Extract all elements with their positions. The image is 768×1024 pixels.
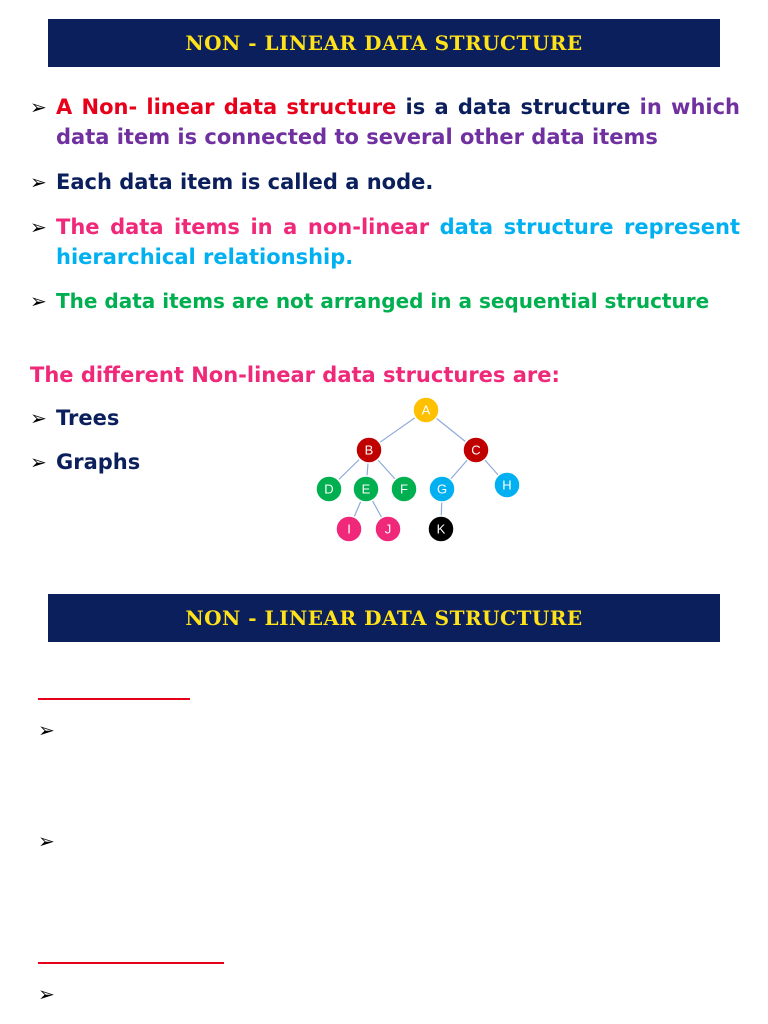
tree-node-label-F: F bbox=[400, 481, 408, 497]
bullet-4-part-1: The data items are not arranged in a sequential structure bbox=[56, 289, 710, 313]
arrow-bullet-icon: ➢ bbox=[38, 718, 55, 742]
heading-underline bbox=[38, 962, 224, 964]
heading-underline bbox=[38, 698, 190, 700]
tree-node-label-E: E bbox=[361, 481, 371, 497]
tree-node-label-C: C bbox=[471, 442, 481, 458]
tree-node-label-K: K bbox=[436, 521, 446, 537]
bullet-1-part-2: is a data structure bbox=[396, 95, 640, 119]
arrow-bullet-icon: ➢ bbox=[38, 982, 55, 1006]
tree-node-label-B: B bbox=[364, 442, 374, 458]
bullet-1-text bbox=[56, 92, 740, 152]
bullet-2 bbox=[30, 167, 740, 197]
type-trees-label: Trees bbox=[56, 406, 120, 430]
bullet-1-part-3: in which data item is connected to several other data items bbox=[56, 95, 740, 149]
tree-diagram bbox=[300, 390, 540, 550]
slide2-title-banner bbox=[48, 594, 720, 642]
bullet-2-part-1: Each data item is called a node. bbox=[56, 170, 434, 194]
subheading: The different Non-linear data structures are: bbox=[30, 363, 560, 387]
arrow-bullet-icon: ➢ bbox=[38, 829, 55, 853]
bullet-4 bbox=[30, 286, 740, 316]
slide1-title: NON - LINEAR DATA STRUCTURE bbox=[185, 31, 583, 55]
type-graphs bbox=[30, 447, 140, 477]
tree-node-label-J: J bbox=[384, 521, 392, 537]
type-trees bbox=[30, 403, 119, 433]
tree-node-label-A: A bbox=[421, 402, 431, 418]
tree-node-label-G: G bbox=[436, 481, 448, 497]
slide1-title-banner bbox=[48, 19, 720, 67]
tree-node-label-I: I bbox=[347, 521, 351, 537]
arrow-bullet-icon: ➢ bbox=[30, 450, 47, 474]
tree-node-label-D: D bbox=[324, 481, 334, 497]
bullet-3-part-1: The data items in a non-linear bbox=[56, 215, 440, 239]
arrow-bullet-icon: ➢ bbox=[30, 215, 47, 239]
bullet-1-part-1: A Non- linear data structure bbox=[56, 95, 397, 119]
bullet-4-text bbox=[56, 286, 740, 316]
arrow-bullet-icon: ➢ bbox=[30, 170, 47, 194]
type-graphs-label: Graphs bbox=[56, 450, 141, 474]
bullet-1 bbox=[30, 92, 740, 152]
bullet-3 bbox=[30, 212, 740, 272]
arrow-bullet-icon: ➢ bbox=[30, 406, 47, 430]
arrow-bullet-icon: ➢ bbox=[30, 95, 47, 119]
slide2-title: NON - LINEAR DATA STRUCTURE bbox=[185, 606, 583, 630]
bullet-3-part-2: data structure represent hierarchical relationship. bbox=[56, 215, 740, 269]
arrow-bullet-icon: ➢ bbox=[30, 289, 47, 313]
bullet-3-text bbox=[56, 212, 740, 272]
bullet-2-text bbox=[56, 167, 740, 197]
tree-node-label-H: H bbox=[502, 477, 512, 493]
